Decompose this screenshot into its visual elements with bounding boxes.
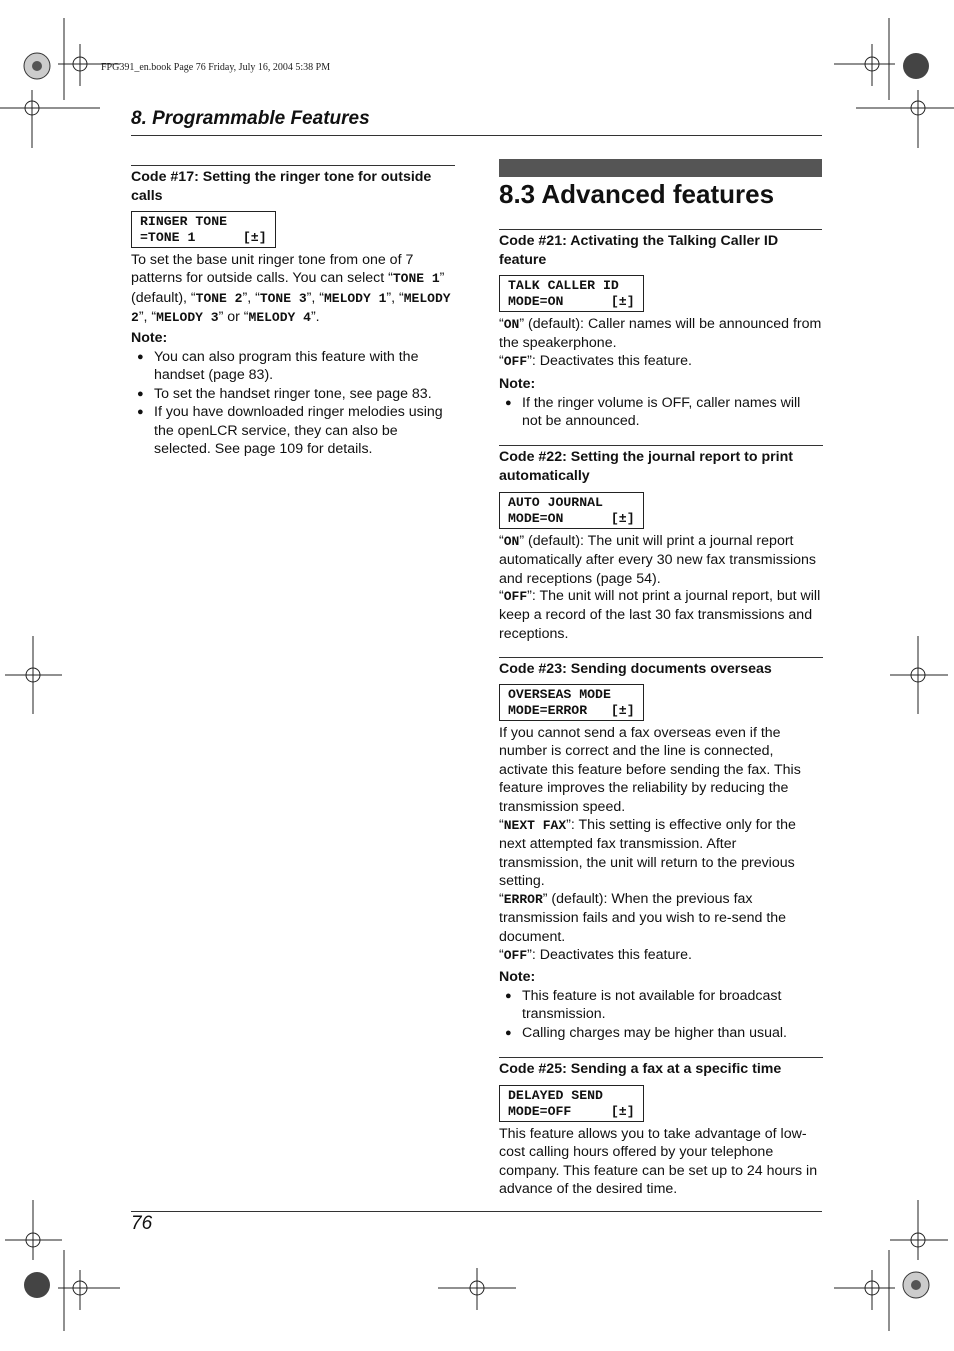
code23-error (499, 890, 823, 946)
text-run: ”. (310, 309, 320, 326)
bullet-icon: ● (505, 990, 512, 1002)
code25-title: Code #25: Sending a fax at a specific time (499, 1057, 823, 1079)
note-text: If you have downloaded ringer melodies using the openLCR service, they can also be selected. See page 109 for details. (154, 404, 443, 458)
code25-lcd: DELAYED SEND MODE=OFF [±] (499, 1085, 644, 1122)
code23-body: If you cannot send a fax overseas even if the number is correct and the line is connected, activate this feature before sending the fax. This feature improves the reliability by reducing the transmission speed. (499, 725, 801, 815)
code17-body (131, 251, 455, 328)
text-run: “ (499, 316, 504, 332)
section-header: 8. Programmable Features (131, 108, 370, 129)
code22-title: Code #22: Setting the journal report to print automatically (499, 445, 823, 486)
note-text: This feature is not available for broadcast transmission. (522, 988, 782, 1023)
text-run: ” (default): Caller names will be announced from the speakerphone. (499, 316, 822, 352)
page-title: 8.3 Advanced features (499, 179, 775, 209)
code22-lcd: AUTO JOURNAL MODE=ON [±] (499, 492, 644, 529)
bullet-icon: ● (137, 406, 144, 419)
text-run: ”, “ (306, 289, 324, 306)
code17-lcd: RINGER TONE =TONE 1 [±] (131, 211, 276, 248)
bullet-icon: ● (505, 1026, 512, 1039)
text-run: ” (default): The unit will print a journal report automatically after every 30 new fax transmissions and receptions (page 54). (499, 533, 816, 587)
text-run: ”: Deactivates this feature. (527, 353, 692, 369)
setting-value: ERROR (503, 892, 543, 907)
text-run: ”, “ (138, 309, 157, 326)
setting-value: OFF (503, 948, 528, 963)
header-rule (131, 135, 822, 136)
note-item (131, 385, 455, 403)
setting-value: MELODY 4 (248, 310, 311, 326)
code21-notes (499, 394, 823, 431)
code21-title: Code #21: Activating the Talking Caller ID feature (499, 233, 779, 268)
text-run: ”: The unit will not print a journal report, but will keep a record of the last 30 fax transmissions and receptions. (499, 588, 821, 642)
setting-value: MELODY 2 (131, 290, 451, 326)
text-run: ”: This setting is effective only for the next attempted fax transmission. After transmission, the unit will return to the previous setting. (499, 817, 796, 890)
setting-value: MELODY 3 (156, 310, 219, 326)
note-text: You can also program this feature with the handset (page 83). (154, 349, 419, 384)
note-item (131, 403, 455, 458)
print-info: FPG391_en.book Page 76 Friday, July 16, 2004 5:38 PM (101, 62, 331, 73)
code17-title: Code #17: Setting the ringer tone for outside calls (131, 165, 455, 206)
code21-note-label: Note: (499, 376, 536, 392)
note-item (499, 987, 823, 1024)
code25-body: This feature allows you to take advantage of low-cost calling hours offered by your telephone company. This feature can be set up to 24 hours in advance of the desired time. (499, 1126, 818, 1198)
text-run: ” or “ (218, 309, 249, 326)
code21-off (499, 352, 823, 371)
code22-off (499, 587, 823, 643)
code23-next (499, 816, 823, 891)
text-run: “ (499, 891, 504, 907)
note-item (499, 394, 823, 431)
code17-notes (131, 348, 455, 458)
text-run: ”: Deactivates this feature. (527, 947, 692, 963)
text-run: To set the base unit ringer tone from one of 7 patterns for outside calls. You can select “ (131, 252, 414, 287)
setting-value: ON (503, 317, 520, 332)
note-text: If the ringer volume is OFF, caller names will not be announced. (522, 395, 801, 430)
heading-bar (499, 159, 822, 177)
code21-lcd: TALK CALLER ID MODE=ON [±] (499, 275, 644, 312)
page-number: 76 (131, 1213, 153, 1234)
code23-title: Code #23: Sending documents overseas (499, 657, 823, 679)
setting-value: ON (503, 534, 520, 549)
setting-value: OFF (503, 589, 528, 604)
text-run: “ (499, 533, 504, 549)
setting-value: TONE 3 (259, 290, 307, 306)
text-run: “ (499, 947, 504, 963)
code23-lcd: OVERSEAS MODE MODE=ERROR [±] (499, 684, 644, 721)
code17-note-label: Note: (131, 330, 168, 346)
text-run: ”, “ (242, 289, 260, 306)
note-text: To set the handset ringer tone, see page 83. (154, 385, 432, 402)
footer-rule (131, 1211, 822, 1212)
setting-value: NEXT FAX (503, 818, 567, 833)
code23-off (499, 946, 823, 965)
setting-value: TONE 1 (392, 271, 440, 287)
code23-note-label: Note: (499, 969, 536, 985)
text-run: “ (499, 353, 504, 369)
bullet-icon: ● (137, 387, 144, 400)
text-run: “ (499, 817, 504, 833)
note-text: Calling charges may be higher than usual. (522, 1024, 787, 1041)
text-run: ” (default): When the previous fax transmission fails and you wish to re-send the document. (499, 891, 787, 945)
setting-value: OFF (503, 354, 528, 369)
note-item (131, 348, 455, 385)
setting-value: TONE 2 (195, 290, 243, 306)
code21-on (499, 315, 823, 353)
setting-value: MELODY 1 (323, 290, 387, 306)
note-item (499, 1024, 823, 1042)
bullet-icon: ● (505, 397, 512, 409)
text-run: “ (499, 588, 504, 604)
bullet-icon: ● (137, 351, 144, 363)
text-run: ” (default), “ (131, 270, 445, 306)
text-run: ”, “ (386, 289, 404, 306)
code22-on (499, 532, 823, 588)
code23-notes (499, 987, 823, 1042)
